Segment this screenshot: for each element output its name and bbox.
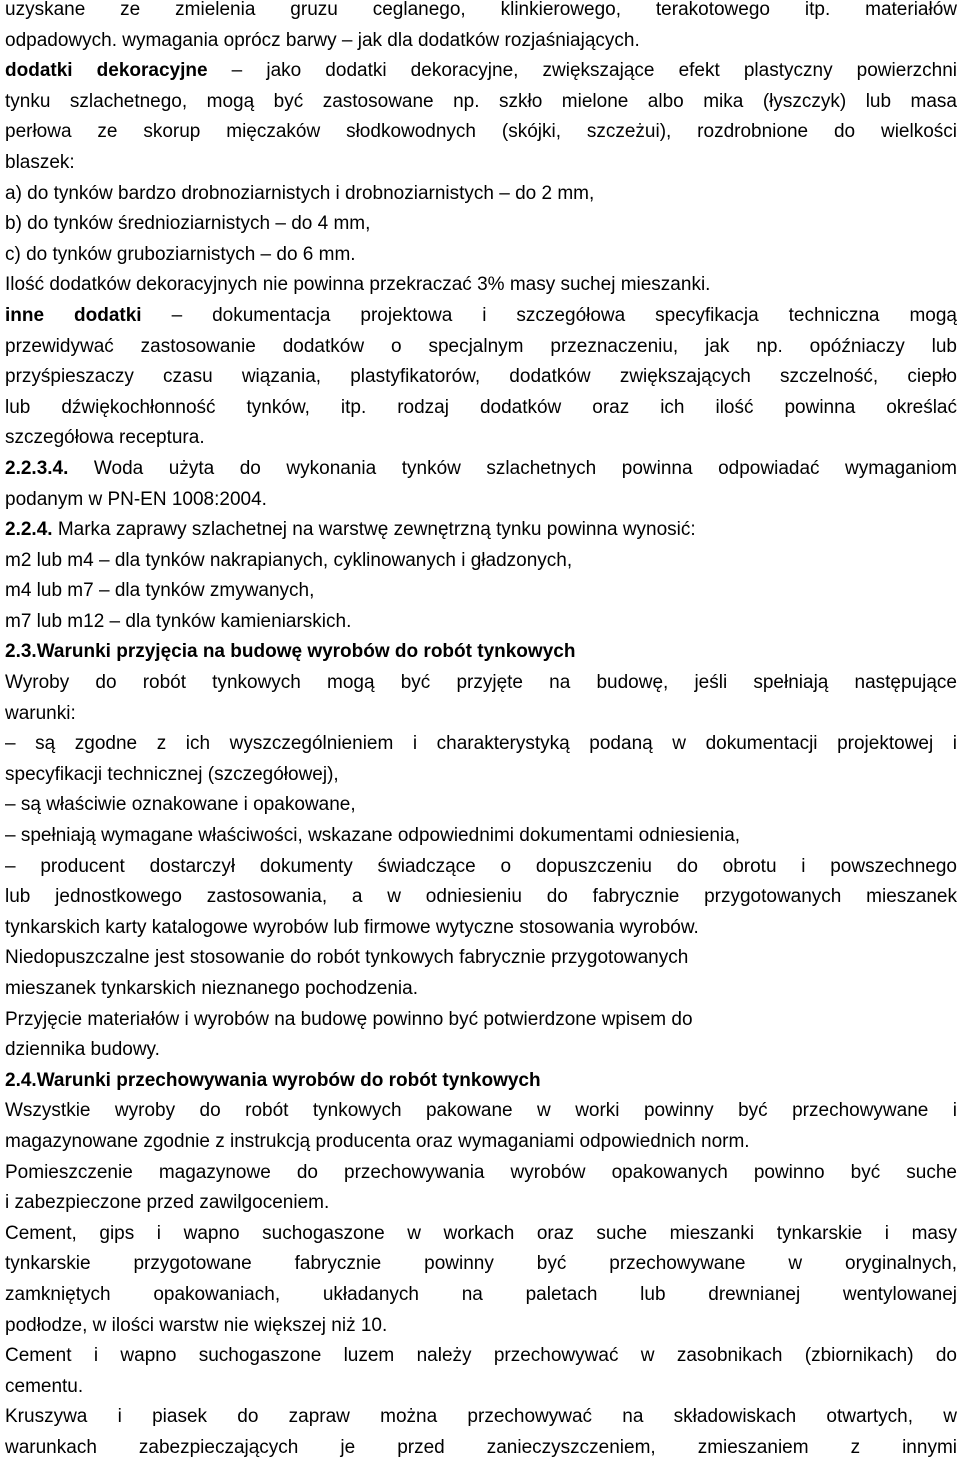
text-line — [5, 1433, 957, 1464]
text-line — [5, 148, 957, 179]
text-line — [5, 26, 957, 57]
text-line — [5, 332, 957, 363]
text-line — [5, 1311, 957, 1342]
text-run: Marka zaprawy szlachetnej na warstwę zewnętrzną tynku powinna wynosić: — [52, 519, 696, 541]
text-run: tynkarskich karty katalogowe wyrobów lub firmowe wytyczne stosowania wyrobów. — [5, 916, 699, 938]
text-run: i zabezpieczone przed zawilgoceniem. — [5, 1192, 330, 1214]
text-run: magazynowane zgodnie z instrukcją producenta oraz wymaganiami odpowiednich norm. — [5, 1130, 750, 1152]
text-run: m4 lub m7 – dla tynków zmywanych, — [5, 580, 315, 602]
text-line — [5, 1005, 957, 1036]
text-line — [5, 576, 957, 607]
text-run: – producent dostarczył dokumenty świadczące o dopuszczeniu do obrotu i powszechnego — [5, 855, 957, 877]
text-line — [5, 485, 957, 516]
text-line — [5, 913, 957, 944]
text-line — [5, 270, 957, 301]
text-run: Cement, gips i wapno suchogaszone w workach oraz suche mieszanki tynkarskie i masy — [5, 1222, 957, 1244]
text-line — [5, 1096, 957, 1127]
text-run: lub jednostkowego zastosowania, a w odniesieniu do fabrycznie przygotowanych mieszanek — [5, 886, 957, 908]
text-run: Niedopuszczalne jest stosowanie do robót tynkowych fabrycznie przygotowanych — [5, 947, 689, 969]
text-run: przewidywać zastosowanie dodatków o specjalnym przeznaczeniu, jak np. opóźniaczy lub — [5, 335, 957, 357]
text-run: lub dźwiękochłonność tynków, itp. rodzaj dodatków oraz ich ilość powinna określać — [5, 396, 957, 418]
text-line — [5, 117, 957, 148]
text-run: warunkach zabezpieczających je przed zanieczyszczeniem, zmieszaniem z innymi — [5, 1436, 957, 1458]
document-page — [5, 0, 957, 1464]
text-line — [5, 301, 957, 332]
text-line — [5, 393, 957, 424]
text-run: – dokumentacja projektowa i szczegółowa specyfikacja techniczna mogą — [141, 304, 957, 326]
text-run: Ilość dodatków dekoracyjnych nie powinna przekraczać 3% masy suchej mieszanki. — [5, 274, 711, 296]
text-line — [5, 760, 957, 791]
text-line — [5, 515, 957, 546]
text-run: a) do tynków bardzo drobnoziarnistych i drobnoziarnistych – do 2 mm, — [5, 182, 595, 204]
text-run: przyśpieszaczy czasu wiązania, plastyfikatorów, dodatków zwiększających szczelność, ciepło — [5, 366, 957, 388]
text-line — [5, 1035, 957, 1066]
text-line — [5, 240, 957, 271]
bold-text: 2.3.Warunki przyjęcia na budowę wyrobów do robót tynkowych — [5, 641, 576, 663]
text-line — [5, 1219, 957, 1250]
text-line — [5, 1127, 957, 1158]
text-line — [5, 852, 957, 883]
bold-text: 2.2.3.4. — [5, 457, 69, 479]
text-line — [5, 454, 957, 485]
text-line — [5, 607, 957, 638]
text-line — [5, 423, 957, 454]
text-run: zamkniętych opakowaniach, układanych na paletach lub drewnianej wentylowanej — [5, 1283, 957, 1305]
text-line — [5, 362, 957, 393]
text-line — [5, 668, 957, 699]
text-run: m2 lub m4 – dla tynków nakrapianych, cyklinowanych i gładzonych, — [5, 549, 573, 571]
text-line — [5, 1341, 957, 1372]
text-run: Kruszywa i piasek do zapraw można przechowywać na składowiskach otwartych, w — [5, 1406, 957, 1428]
text-line — [5, 1188, 957, 1219]
text-line — [5, 546, 957, 577]
text-line — [5, 790, 957, 821]
text-run: – są zgodne z ich wyszczególnieniem i charakterystyką podaną w dokumentacji projektowej i — [5, 733, 957, 755]
text-line — [5, 974, 957, 1005]
text-run: dziennika budowy. — [5, 1039, 160, 1061]
text-line — [5, 1066, 957, 1097]
text-run: tynku szlachetnego, mogą być zastosowane np. szkło mielone albo mika (łyszczyk) lub masa — [5, 90, 957, 112]
text-line — [5, 0, 957, 26]
text-line — [5, 56, 957, 87]
text-line — [5, 1372, 957, 1403]
text-run: perłowa ze skorup mięczaków słodkowodnych (skójki, szczeżui), rozdrobnione do wielkości — [5, 121, 957, 143]
text-line — [5, 87, 957, 118]
text-line — [5, 179, 957, 210]
text-run: b) do tynków średnioziarnistych – do 4 mm, — [5, 213, 371, 235]
text-run: odpadowych. wymagania oprócz barwy – jak dla dodatków rozjaśniających. — [5, 29, 640, 51]
text-run: uzyskane ze zmielenia gruzu ceglanego, klinkierowego, terakotowego itp. materiałów — [5, 0, 957, 20]
bold-text: inne dodatki — [5, 304, 142, 326]
text-run: specyfikacji technicznej (szczegółowej), — [5, 763, 339, 785]
text-run: podłodze, w ilości warstw nie większej niż 10. — [5, 1314, 388, 1336]
bold-text: 2.4.Warunki przechowywania wyrobów do robót tynkowych — [5, 1069, 541, 1091]
text-line — [5, 729, 957, 760]
bold-text: 2.2.4. — [5, 519, 53, 541]
text-run: Pomieszczenie magazynowe do przechowywania wyrobów opakowanych powinno być suche — [5, 1161, 957, 1183]
text-run: Wszystkie wyroby do robót tynkowych pakowane w worki powinny być przechowywane i — [5, 1100, 957, 1122]
text-run: Woda użyta do wykonania tynków szlachetnych powinna odpowiadać wymaganiom — [68, 457, 957, 479]
bold-text: dodatki dekoracyjne — [5, 60, 208, 82]
text-run: – są właściwie oznakowane i opakowane, — [5, 794, 356, 816]
text-run: m7 lub m12 – dla tynków kamieniarskich. — [5, 610, 352, 632]
text-run: Wyroby do robót tynkowych mogą być przyjęte na budowę, jeśli spełniają następujące — [5, 672, 957, 694]
text-line — [5, 821, 957, 852]
text-run: cementu. — [5, 1375, 84, 1397]
document-body — [5, 0, 957, 1464]
text-line — [5, 637, 957, 668]
text-line — [5, 699, 957, 730]
text-line — [5, 1402, 957, 1433]
text-line — [5, 1249, 957, 1280]
text-run: szczegółowa receptura. — [5, 427, 205, 449]
text-run: blaszek: — [5, 151, 75, 173]
text-run: c) do tynków gruboziarnistych – do 6 mm. — [5, 243, 356, 265]
text-run: – jako dodatki dekoracyjne, zwiększające efekt plastyczny powierzchni — [207, 60, 957, 82]
text-run: tynkarskie przygotowane fabrycznie powinny być przechowywane w oryginalnych, — [5, 1253, 957, 1275]
text-run: – spełniają wymagane właściwości, wskazane odpowiednimi dokumentami odniesienia, — [5, 825, 741, 847]
text-run: Cement i wapno suchogaszone luzem należy przechowywać w zasobnikach (zbiornikach) do — [5, 1345, 957, 1367]
text-run: mieszanek tynkarskich nieznanego pochodzenia. — [5, 978, 418, 999]
text-run: podanym w PN-EN 1008:2004. — [5, 488, 267, 510]
text-line — [5, 1280, 957, 1311]
text-line — [5, 882, 957, 913]
text-run: Przyjęcie materiałów i wyrobów na budowę powinno być potwierdzone wpisem do — [5, 1008, 693, 1030]
text-line — [5, 943, 957, 974]
text-line — [5, 1158, 957, 1189]
text-run: warunki: — [5, 702, 76, 724]
text-line — [5, 209, 957, 240]
